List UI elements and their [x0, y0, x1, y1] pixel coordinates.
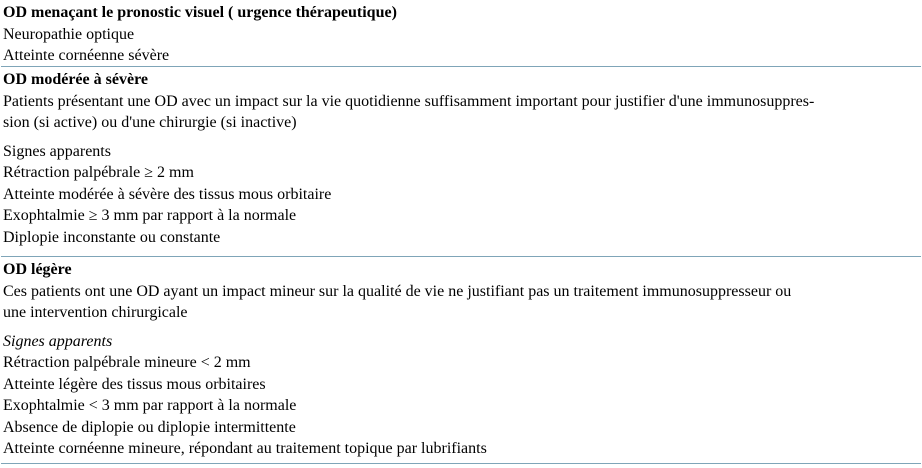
list-item: Rétraction palpébrale mineure < 2 mm — [3, 354, 251, 371]
list-item: Neuropathie optique — [3, 25, 135, 43]
section-mild — [1, 257, 921, 464]
list-item: Absence de diplopie ou diplopie intermittente — [3, 418, 296, 436]
section-sight-threatening — [1, 0, 921, 67]
list-item: Atteinte modérée à sévère des tissus mous orbitaire — [3, 185, 332, 203]
list-item: Atteinte cornéenne mineure, répondant au traitement topique par lubrifiants — [3, 440, 487, 457]
list-item: Exophtalmie < 3 mm par rapport à la normale — [3, 397, 297, 414]
section-description-line: sion (si active) ou d'une chirurgie (si inactive) — [3, 114, 297, 131]
section-title: OD modérée à sévère — [3, 71, 148, 88]
spacer — [3, 324, 921, 331]
section-description-line: une intervention chirurgicale — [3, 304, 188, 321]
section-description-line: Ces patients ont une OD ayant un impact mineur sur la qualité de vie ne justifiant pas un traitement immunosuppresseur ou — [3, 282, 792, 300]
list-item: Atteinte légère des tissus mous orbitaires — [3, 375, 266, 393]
section-title: OD légère — [3, 261, 72, 278]
section-moderate-severe — [1, 67, 921, 257]
list-item: Rétraction palpébrale ≥ 2 mm — [3, 164, 194, 181]
list-item: Exophtalmie ≥ 3 mm par rapport à la normale — [3, 207, 297, 224]
spacer — [3, 134, 921, 141]
classification-table — [1, 0, 921, 464]
section-description-line: Patients présentant une OD avec un impact sur la vie quotidienne suffisamment important pour justifier d'une immunosuppres- — [3, 92, 815, 110]
signs-heading: Signes apparents — [3, 332, 113, 350]
list-item: Diplopie inconstante ou constante — [3, 228, 221, 246]
list-item: Atteinte cornéenne sévère — [3, 47, 170, 64]
signs-heading: Signes apparents — [3, 142, 111, 160]
section-title: OD menaçant le pronostic visuel ( urgence thérapeutique) — [3, 4, 397, 21]
